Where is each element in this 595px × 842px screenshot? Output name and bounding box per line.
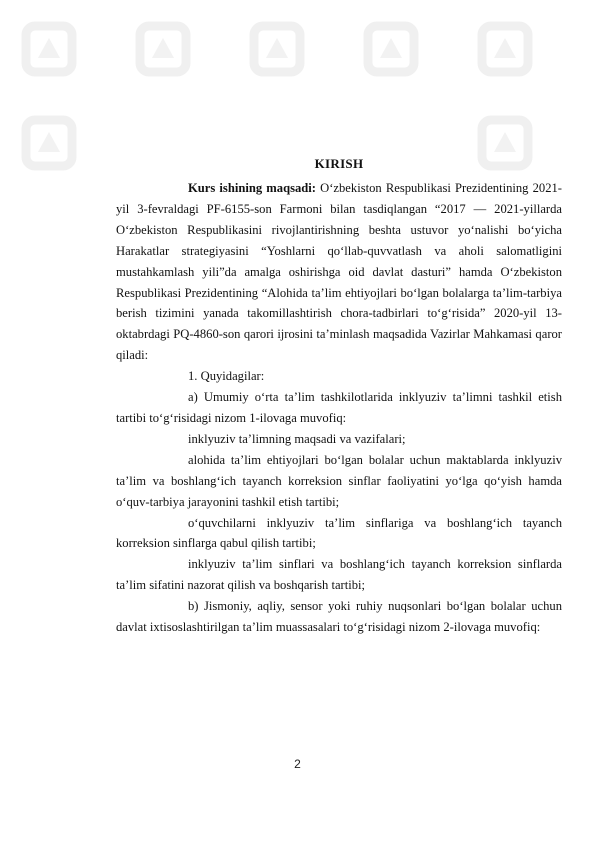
section-heading: KIRISH xyxy=(314,156,364,171)
paragraph-subitem: inklyuziv ta’lim sinflari va boshlang‘ich tayanch korreksion sinflarda ta’lim sifatini nazorat qilish va boshqarish tartibi; xyxy=(116,557,562,593)
page-number: 2 xyxy=(294,757,301,771)
paragraph-subitem: inklyuziv ta’limning maqsadi va vazifalari; xyxy=(188,431,406,446)
paragraph-subitem: alohida ta’lim ehtiyojlari bo‘lgan bolalar uchun maktablarda inklyuziv ta’lim va boshlang‘ich tayanch korreksion sinflar faoliyatini yo‘lga qo‘yish hamda o‘quv-tarbiya jarayonini tashkil etish tartibi; xyxy=(116,452,562,509)
paragraph-item-a: a) Umumiy o‘rta ta’lim tashkilotlarida inklyuziv ta’limni tashkil etish tartibi to‘g‘risidagi nizom 1-ilovaga muvofiq: xyxy=(116,390,562,425)
lead-label: Kurs ishining maqsadi: xyxy=(188,181,316,195)
paragraph-item-b: b) Jismoniy, aqliy, sensor yoki ruhiy nuqsonlari bo‘lgan bolalar uchun davlat ixtisoslashtirilgan ta’lim muassasalari to‘g‘risidagi nizom 2-ilovaga muvofiq: xyxy=(116,599,562,635)
lead-text: O‘zbekiston Respublikasi Prezidentining 2021-yil 3-fevraldagi PF-6155-son Farmoni bilan tasdiqlangan “2017 — 2021-yillarda O‘zbekiston Respublikasini rivojlantirishning beshta ustuvor yo‘nalishi bo‘yicha Harakatlar strategiyasini “Yoshlarni qo‘llab-quvvatlash va aholi salomatligini mustahkamlash yili”da amalga oshirishga oid davlat dasturi” hamda O‘zbekiston Respublikasi Prezidentining “Alohida ta’lim ehtiyojlari bo‘lgan bolalarga ta’lim-tarbiya berish tizimini yanada takomillashtirish chora-tadbirlari to‘g‘risida” 2020-yil 13-oktabrdagi PQ-4860-son qarori ijrosini ta’minlash maqsadida Vazirlar Mahkamasi qaror qiladi: xyxy=(116,181,563,363)
paragraph-list-intro: 1. Quyidagilar: xyxy=(188,369,265,384)
intro-paragraph xyxy=(116,178,562,366)
document-body xyxy=(116,156,562,638)
paragraph-subitem: o‘quvchilarni inklyuziv ta’lim sinflariga va boshlang‘ich tayanch korreksion sinflarga qabul qilish tartibi; xyxy=(116,515,562,551)
